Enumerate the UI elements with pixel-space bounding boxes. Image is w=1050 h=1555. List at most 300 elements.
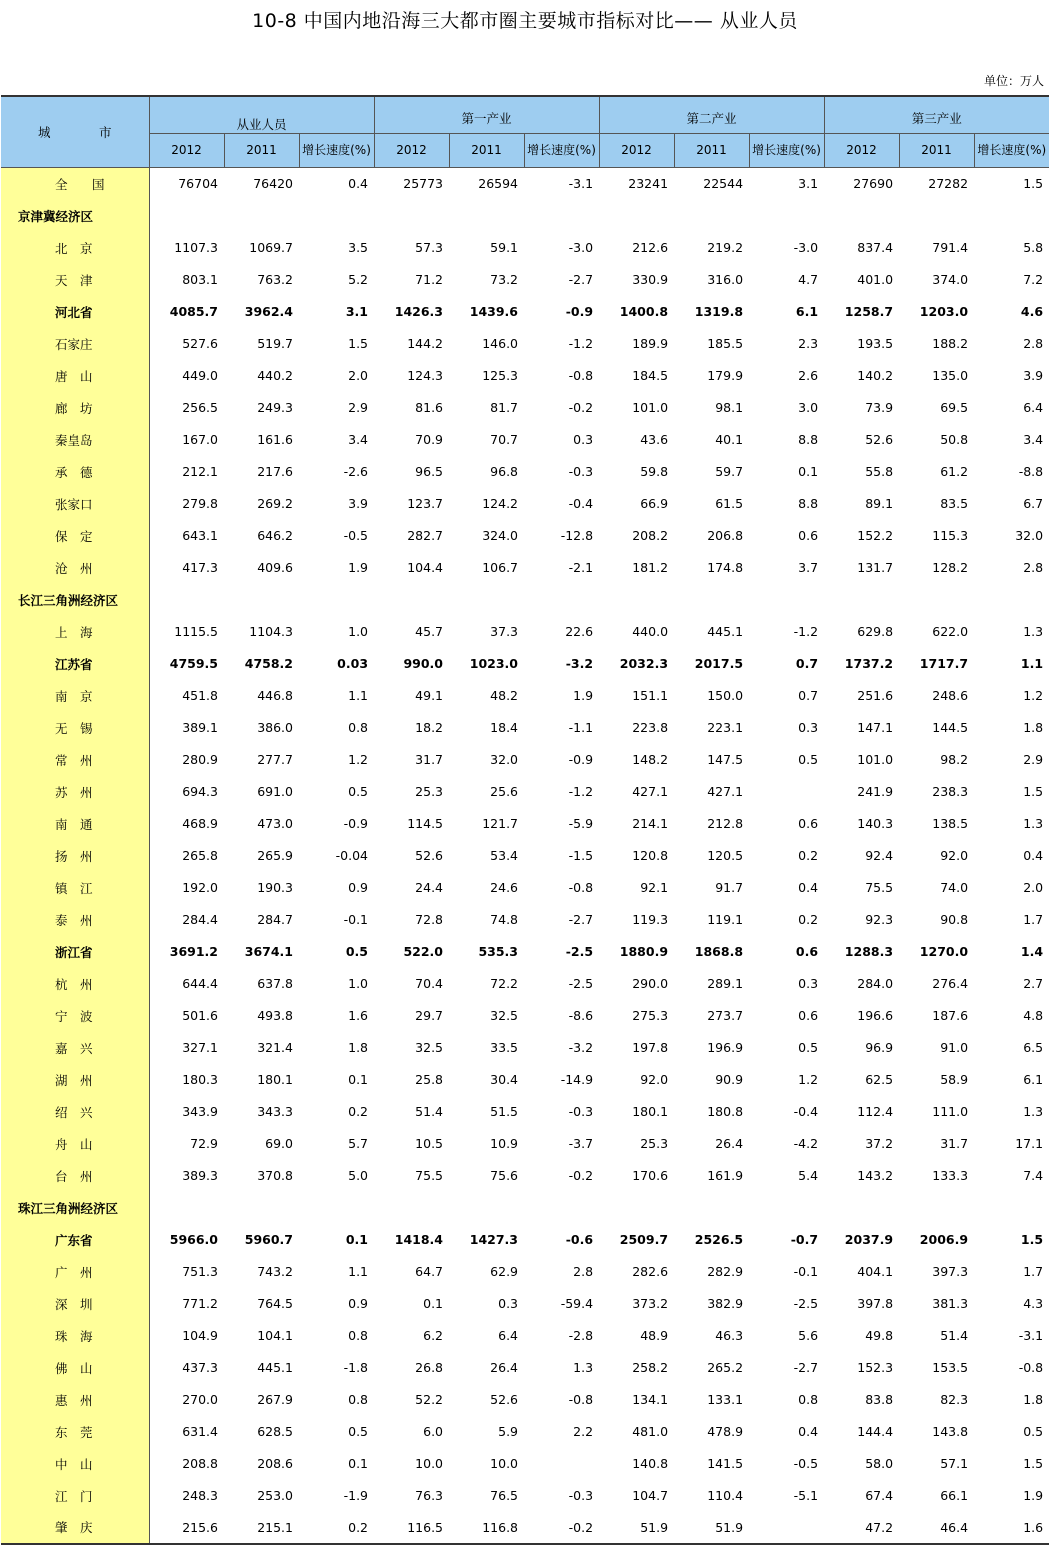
table-cell: 116.5 (374, 1512, 449, 1544)
table-cell (974, 1192, 1049, 1224)
table-cell: 280.9 (182, 752, 218, 767)
table-cell: 141.5 (707, 1456, 744, 1471)
table-cell: 1069.7 (249, 240, 293, 255)
table-cell: 0.6 (795, 944, 819, 959)
table-cell: 270.0 (182, 1392, 218, 1407)
table-cell: 1737.2 (844, 656, 894, 671)
table-cell: -0.9 (343, 816, 369, 831)
table-cell: -0.1 (793, 1264, 819, 1279)
table-cell: 180.3 (182, 1072, 218, 1087)
table-cell: 75.5 (415, 1168, 444, 1183)
table-cell: 771.2 (182, 1296, 218, 1311)
table-row (1, 744, 1049, 776)
table-cell: 189.9 (632, 336, 669, 351)
table-cell: 111.0 (932, 1104, 969, 1119)
table-cell: 343.3 (257, 1104, 293, 1119)
table-cell: 40.1 (715, 432, 744, 447)
table-cell: -0.1 (343, 912, 369, 927)
table-cell: 404.1 (857, 1264, 894, 1279)
table-cell: 51.5 (490, 1104, 519, 1119)
table-cell: 133.1 (707, 1392, 744, 1407)
city-name: 上 海 (1, 616, 149, 648)
table-cell (899, 200, 974, 232)
table-cell: 1.7 (1023, 1264, 1044, 1279)
table-cell: 119.1 (707, 912, 744, 927)
table-cell: 248.3 (182, 1488, 218, 1503)
table-cell: 219.2 (707, 240, 744, 255)
table-cell (374, 1192, 449, 1224)
table-cell: 0.3 (498, 1296, 519, 1311)
region-name: 长江三角洲经济区 (1, 584, 149, 616)
table-cell: 7.2 (1023, 272, 1044, 287)
sub-header-growth: 增长速度(%) (299, 134, 374, 168)
table-cell: 64.7 (415, 1264, 444, 1279)
table-cell: -0.6 (565, 1232, 594, 1247)
table-cell: 138.5 (932, 816, 969, 831)
table-cell: 370.8 (257, 1168, 293, 1183)
table-cell: 1418.4 (394, 1232, 444, 1247)
table-cell: 691.0 (257, 784, 293, 799)
table-cell: 644.4 (182, 976, 218, 991)
table-cell: -0.9 (568, 752, 594, 767)
table-cell: 6.7 (1023, 496, 1044, 511)
table-cell: 289.1 (707, 976, 744, 991)
table-cell: 446.8 (257, 688, 293, 703)
table-cell: -2.8 (568, 1328, 594, 1343)
table-cell: 445.1 (707, 624, 744, 639)
city-name: 全 国 (1, 168, 149, 200)
table-cell: 192.0 (182, 880, 218, 895)
table-cell: 134.1 (632, 1392, 669, 1407)
table-row (1, 712, 1049, 744)
table-cell: 30.4 (490, 1072, 519, 1087)
table-cell: 282.6 (632, 1264, 669, 1279)
table-cell: 140.2 (857, 368, 894, 383)
table-cell: -12.8 (560, 528, 594, 543)
table-cell: 52.2 (415, 1392, 444, 1407)
table-cell: 74.8 (490, 912, 519, 927)
table-cell: 628.5 (257, 1424, 293, 1439)
table-cell: 1.5 (1023, 1456, 1044, 1471)
table-cell: 215.1 (224, 1512, 299, 1544)
table-cell: 6.2 (423, 1328, 444, 1343)
table-cell: 131.7 (857, 560, 894, 575)
table-cell: 76.5 (490, 1488, 519, 1503)
table-cell: -3.0 (568, 240, 594, 255)
table-cell: 24.6 (490, 880, 519, 895)
table-cell: 110.4 (707, 1488, 744, 1503)
table-row (1, 1064, 1049, 1096)
table-cell: -3.1 (568, 176, 594, 192)
table-cell (374, 200, 449, 232)
table-cell: 1880.9 (619, 944, 669, 959)
table-cell: 37.2 (865, 1136, 894, 1151)
table-cell: -0.5 (793, 1456, 819, 1471)
table-cell: 3962.4 (244, 304, 293, 319)
table-row (1, 1480, 1049, 1512)
table-cell: 24.4 (415, 880, 444, 895)
table-cell: 143.2 (857, 1168, 894, 1183)
table-cell: 72.9 (190, 1136, 218, 1151)
table-cell: -8.8 (1018, 464, 1044, 479)
table-cell: 791.4 (932, 240, 969, 255)
table-cell: 0.4 (798, 1424, 819, 1439)
city-name: 苏 州 (1, 776, 149, 808)
table-cell: 3.9 (1023, 368, 1044, 383)
section-row (1, 584, 1049, 616)
table-cell: 57.1 (940, 1456, 969, 1471)
table-cell: 0.8 (798, 1392, 819, 1407)
table-cell: 58.0 (865, 1456, 894, 1471)
table-cell: 290.0 (632, 976, 669, 991)
table-cell: -0.5 (343, 528, 369, 543)
table-cell: 276.4 (932, 976, 969, 991)
table-row (1, 488, 1049, 520)
city-name: 浙江省 (1, 936, 149, 968)
table-cell: -59.4 (560, 1296, 594, 1311)
table-cell: 646.2 (257, 528, 293, 543)
table-row (1, 776, 1049, 808)
table-cell: 0.4 (348, 176, 369, 192)
table-cell: 29.7 (415, 1008, 444, 1023)
table-cell: 397.8 (857, 1296, 894, 1311)
table-cell: 2.0 (348, 368, 369, 383)
table-cell: 5.4 (798, 1168, 819, 1183)
table-cell: 197.8 (632, 1040, 669, 1055)
table-cell: 2.9 (348, 400, 369, 415)
table-cell: 26.4 (490, 1360, 519, 1375)
table-cell: 152.2 (857, 528, 894, 543)
table-cell: 47.2 (824, 1512, 899, 1544)
table-cell: 2032.3 (619, 656, 669, 671)
table-cell: 2.9 (1023, 752, 1044, 767)
table-cell: 0.4 (1023, 848, 1044, 863)
table-cell: 50.8 (940, 432, 969, 447)
city-name: 南 通 (1, 808, 149, 840)
table-cell: 66.1 (940, 1488, 969, 1503)
table-cell: 147.5 (707, 752, 744, 767)
table-row (1, 648, 1049, 680)
table-cell: 253.0 (257, 1488, 293, 1503)
table-cell: 2526.5 (694, 1232, 744, 1247)
table-cell: 256.5 (182, 400, 218, 415)
table-row (1, 296, 1049, 328)
table-cell (449, 200, 524, 232)
city-name: 保 定 (1, 520, 149, 552)
table-cell: 27690 (853, 176, 894, 192)
sub-header-growth: 增长速度(%) (974, 134, 1049, 168)
table-cell: 0.1 (348, 1456, 369, 1471)
table-cell: 1.7 (1023, 912, 1044, 927)
table-cell: 4.3 (1023, 1296, 1044, 1311)
table-cell: 81.6 (415, 400, 444, 415)
table-cell: 0.7 (798, 688, 819, 703)
table-cell: 25.6 (490, 784, 519, 799)
table-cell: 258.2 (632, 1360, 669, 1375)
table-cell: 96.5 (415, 464, 444, 479)
table-cell: 72.2 (490, 976, 519, 991)
table-cell: 91.0 (940, 1040, 969, 1055)
table-cell: 1.3 (1023, 1104, 1044, 1119)
table-cell: 1439.6 (469, 304, 519, 319)
table-cell: 837.4 (857, 240, 894, 255)
table-cell: 4.7 (798, 272, 819, 287)
table-cell: 0.5 (348, 1424, 369, 1439)
table-cell: -0.3 (568, 1488, 594, 1503)
table-cell (149, 584, 224, 616)
table-cell: 223.8 (632, 720, 669, 735)
table-cell: 1115.5 (174, 624, 218, 639)
table-cell: 2.7 (1023, 976, 1044, 991)
table-cell: 6.1 (795, 304, 819, 319)
table-cell: 25773 (403, 176, 444, 192)
table-cell: 150.0 (707, 688, 744, 703)
table-cell: 55.8 (865, 464, 894, 479)
table-cell: 70.4 (415, 976, 444, 991)
city-name: 沧 州 (1, 552, 149, 584)
table-cell: -0.3 (568, 464, 594, 479)
region-name: 京津冀经济区 (1, 200, 149, 232)
table-cell: -3.2 (568, 1040, 594, 1055)
table-cell: 116.8 (449, 1512, 524, 1544)
table-cell: -0.2 (568, 1168, 594, 1183)
table-cell: 32.0 (1015, 528, 1044, 543)
table-cell (599, 1192, 674, 1224)
table-cell: 6.0 (423, 1424, 444, 1439)
table-cell: 135.0 (932, 368, 969, 383)
table-cell: 389.3 (182, 1168, 218, 1183)
table-cell: 248.6 (932, 688, 969, 703)
table-cell: -1.8 (343, 1360, 369, 1375)
table-cell: 1319.8 (694, 304, 744, 319)
table-cell: 2017.5 (694, 656, 744, 671)
city-name: 惠 州 (1, 1384, 149, 1416)
table-cell: 2.0 (1023, 880, 1044, 895)
table-cell: 188.2 (932, 336, 969, 351)
table-cell: 0.8 (348, 1392, 369, 1407)
table-cell: 104.1 (257, 1328, 293, 1343)
table-cell: -1.1 (568, 720, 594, 735)
table-cell: 284.7 (257, 912, 293, 927)
table-cell: 51.9 (599, 1512, 674, 1544)
table-row (1, 1512, 1049, 1544)
table-cell: 196.9 (707, 1040, 744, 1055)
city-name: 泰 州 (1, 904, 149, 936)
table-cell (824, 584, 899, 616)
sub-header-growth: 增长速度(%) (749, 134, 824, 168)
table-cell: 81.7 (490, 400, 519, 415)
table-cell: 26.8 (415, 1360, 444, 1375)
table-cell: 180.8 (707, 1104, 744, 1119)
table-row (1, 616, 1049, 648)
table-cell: -5.1 (793, 1488, 819, 1503)
city-column-header: 城 市 (1, 96, 149, 168)
table-cell: 1.5 (348, 336, 369, 351)
table-cell: 417.3 (182, 560, 218, 575)
table-cell: 1.5 (1020, 1232, 1044, 1247)
table-cell: 115.3 (932, 528, 969, 543)
table-cell: 104.9 (182, 1328, 218, 1343)
table-cell: 265.9 (257, 848, 293, 863)
table-cell: 120.8 (632, 848, 669, 863)
table-cell: -0.2 (568, 400, 594, 415)
city-name: 深 圳 (1, 1288, 149, 1320)
city-name: 南 京 (1, 680, 149, 712)
city-name: 廊 坊 (1, 392, 149, 424)
table-cell: 1.3 (573, 1360, 594, 1375)
table-cell: 251.6 (857, 688, 894, 703)
table-cell: 161.6 (257, 432, 293, 447)
table-cell: 152.3 (857, 1360, 894, 1375)
table-cell: 0.3 (798, 720, 819, 735)
group-header-employed: 从业人员 (149, 96, 374, 134)
table-cell: 112.4 (857, 1104, 894, 1119)
table-cell (824, 1192, 899, 1224)
sub-header-year: 2012 (599, 134, 674, 168)
city-name: 佛 山 (1, 1352, 149, 1384)
table-cell: -0.8 (1018, 1360, 1044, 1375)
city-name: 舟 山 (1, 1128, 149, 1160)
table-cell: 493.8 (257, 1008, 293, 1023)
table-cell: -3.7 (568, 1136, 594, 1151)
table-cell: 1400.8 (619, 304, 669, 319)
table-cell: 25.3 (415, 784, 444, 799)
group-header-tertiary: 第三产业 (824, 96, 1049, 134)
table-cell: 277.7 (257, 752, 293, 767)
table-cell: 7.4 (1023, 1168, 1044, 1183)
table-cell: 104.4 (407, 560, 444, 575)
table-cell: 284.4 (182, 912, 218, 927)
table-cell: 0.2 (798, 848, 819, 863)
table-cell: 1.0 (348, 624, 369, 639)
table-cell: -1.5 (568, 848, 594, 863)
city-name: 江 门 (1, 1480, 149, 1512)
table-cell: 451.8 (182, 688, 218, 703)
table-cell: 101.0 (857, 752, 894, 767)
table-cell: 61.2 (940, 464, 969, 479)
table-cell: 33.5 (490, 1040, 519, 1055)
table-cell: 57.3 (415, 240, 444, 255)
table-cell: 5966.0 (169, 1232, 218, 1247)
table-cell: 8.8 (798, 432, 819, 447)
table-cell: 133.3 (932, 1168, 969, 1183)
table-row (1, 840, 1049, 872)
table-cell (749, 584, 824, 616)
table-cell (224, 200, 299, 232)
table-cell: 3691.2 (169, 944, 218, 959)
table-cell: 59.1 (490, 240, 519, 255)
city-name: 北 京 (1, 232, 149, 264)
table-cell: 144.4 (857, 1424, 894, 1439)
table-cell: 327.1 (182, 1040, 218, 1055)
table-cell: 1.8 (1023, 1392, 1044, 1407)
table-cell: 468.9 (182, 816, 218, 831)
table-cell (749, 1192, 824, 1224)
table-cell: 32.5 (490, 1008, 519, 1023)
city-name: 台 州 (1, 1160, 149, 1192)
table-cell: 1107.3 (174, 240, 218, 255)
table-cell (749, 1512, 824, 1544)
table-cell: 1104.3 (249, 624, 293, 639)
sub-header-year: 2012 (374, 134, 449, 168)
table-cell: 58.9 (940, 1072, 969, 1087)
table-cell: 3.7 (798, 560, 819, 575)
table-cell: 527.6 (182, 336, 218, 351)
table-cell: 269.2 (257, 496, 293, 511)
table-cell (524, 584, 599, 616)
table-row (1, 936, 1049, 968)
table-cell: 4.6 (1020, 304, 1044, 319)
table-cell: 1.1 (1020, 656, 1044, 671)
city-name: 秦皇岛 (1, 424, 149, 456)
table-cell: 449.0 (182, 368, 218, 383)
table-cell: 321.4 (257, 1040, 293, 1055)
table-cell: 217.6 (257, 464, 293, 479)
table-row (1, 968, 1049, 1000)
table-cell: 3.0 (798, 400, 819, 415)
table-cell: 282.7 (407, 528, 444, 543)
table-cell: 2.2 (573, 1424, 594, 1439)
table-cell: 0.6 (798, 528, 819, 543)
table-cell: -0.8 (568, 880, 594, 895)
table-cell: 49.8 (865, 1328, 894, 1343)
city-name: 承 德 (1, 456, 149, 488)
table-cell: 143.8 (932, 1424, 969, 1439)
group-header-primary: 第一产业 (374, 96, 599, 134)
table-cell: 89.1 (865, 496, 894, 511)
table-cell: 10.0 (415, 1456, 444, 1471)
table-cell: 52.6 (490, 1392, 519, 1407)
table-cell: 70.9 (415, 432, 444, 447)
table-cell: 473.0 (257, 816, 293, 831)
table-cell: 0.5 (798, 1040, 819, 1055)
table-cell: 92.0 (940, 848, 969, 863)
table-cell (674, 200, 749, 232)
table-cell: 73.9 (865, 400, 894, 415)
table-cell: -0.8 (568, 1392, 594, 1407)
table-cell: 45.7 (415, 624, 444, 639)
table-cell: 0.5 (798, 752, 819, 767)
table-cell: 69.0 (265, 1136, 293, 1151)
city-name: 肇 庆 (1, 1512, 149, 1544)
table-cell: 6.1 (1023, 1072, 1044, 1087)
table-cell: 1.3 (1023, 816, 1044, 831)
table-cell: 0.03 (337, 656, 369, 671)
table-cell: 74.0 (940, 880, 969, 895)
section-row (1, 200, 1049, 232)
sub-header-year: 2012 (149, 134, 224, 168)
table-row (1, 1416, 1049, 1448)
table-cell: 1.0 (348, 976, 369, 991)
table-cell: 0.6 (798, 1008, 819, 1023)
table-cell: 3.9 (348, 496, 369, 511)
table-cell: 46.3 (715, 1328, 744, 1343)
table-row (1, 1224, 1049, 1256)
table-cell: 316.0 (707, 272, 744, 287)
table-cell: -0.04 (335, 848, 369, 863)
table-cell: 330.9 (632, 272, 669, 287)
table-cell: -2.6 (343, 464, 369, 479)
table-cell: 214.1 (632, 816, 669, 831)
sub-header-year: 2012 (824, 134, 899, 168)
table-cell: 1.2 (348, 752, 369, 767)
table-cell: 0.3 (573, 432, 594, 447)
table-cell: 643.1 (182, 528, 218, 543)
table-cell: 185.5 (707, 336, 744, 351)
table-cell: 764.5 (257, 1296, 293, 1311)
city-name: 石家庄 (1, 328, 149, 360)
table-cell: 2.8 (1023, 560, 1044, 575)
